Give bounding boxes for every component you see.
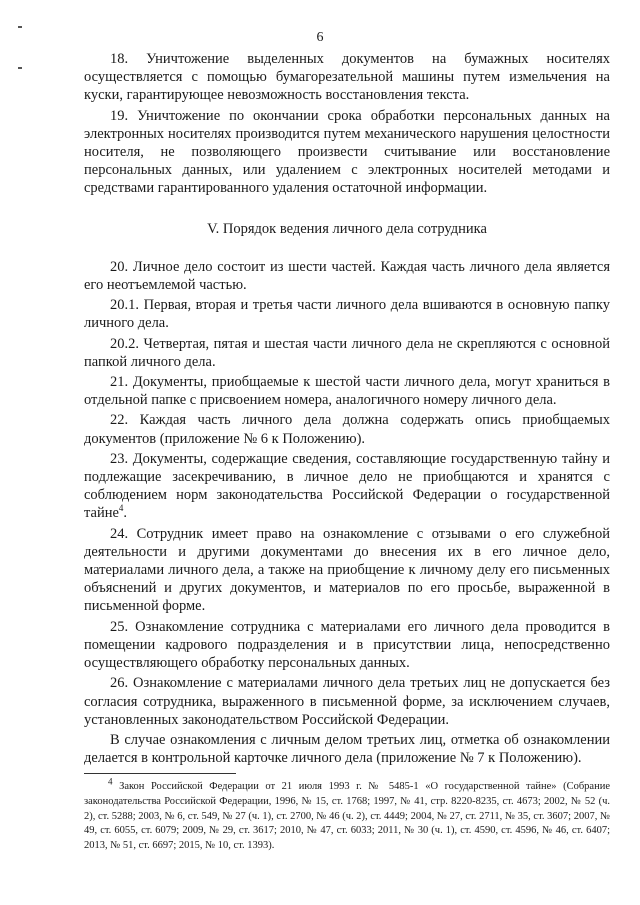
paragraph-19: 19. Уничтожение по окончании срока обработки персональных данных на электронных носителях производится путем механического нарушения целостности носителя, не позволяющего произвести считывание или восстановление персональных данных, или удалением с электронных носителей методами и средствами гарантированного удаления остаточной информации. (84, 107, 610, 197)
page-number: 6 (316, 30, 324, 45)
paragraph-18: 18. Уничтожение выделенных документов на бумажных носителях осуществляется с помощью бумагорезательной машины путем измельчения на куски, гарантирующее невозможность восстановления текста. (84, 51, 610, 104)
paragraph-22: 22. Каждая часть личного дела должна содержать опись приобщаемых документов (приложение № 6 к Положению). (84, 412, 610, 447)
paragraph-20-1: 20.1. Первая, вторая и третья части личного дела вшиваются в основную папку личного дела. (84, 297, 610, 332)
paragraph-26: 26. Ознакомление с материалами личного дела третьих лиц не допускается без согласия сотрудника, выраженного в письменной форме, за исключением случаев, установленных законодательством Российской Федерации. (84, 675, 610, 728)
scan-mark (18, 67, 22, 69)
paragraph-23-text: 23. Документы, содержащие сведения, составляющие государственную тайну и подлежащие засекречиванию, в личное дело не приобщаются и хранятся с соблюдением норм законодательства Российской Федерации о государственной тайне (84, 450, 610, 522)
section-heading: V. Порядок ведения личного дела сотрудника (207, 220, 487, 237)
paragraph-20-2: 20.2. Четвертая, пятая и шестая части личного дела не скрепляются с основной папкой личного дела. (84, 335, 610, 370)
footnote-reference[interactable]: 4 (118, 503, 124, 514)
paragraph-23 (84, 450, 610, 523)
footnote (84, 776, 610, 854)
footnote-text: Закон Российской Федерации от 21 июля 1993 г. № 5485-1 «О государственной тайне» (Собрание законодательства Российской Федерации, 1996, № 15, ст. 1768; 1997, № 41, стр. 8220-8235, ст. 4673; 2002, № 52 (ч. 2), ст. 5288; 2003, № 6, ст. 549, № 27 (ч. 1), ст. 2700, № 46 (ч. 2), ст. 4449; 2004, № 27, ст. 2711, № 35, ст. 3607; 2007, № 49, ст. 6055, ст. 6079; 2009, № 29, ст. 3617; 2010, № 47, ст. 6033; 2011, № 30 (ч. 1), ст. 4590, ст. 4596, № 46, ст. 6407; 2013, № 51, ст. 6697; 2015, № 10, ст. 1393). (84, 781, 610, 852)
footnote-marker: 4 (108, 776, 113, 787)
paragraph-26-note: В случае ознакомления с личным делом третьих лиц, отметка об ознакомлении делается в контрольной карточке личного дела (приложение № 7 к Положению). (84, 731, 610, 767)
paragraph-20: 20. Личное дело состоит из шести частей. Каждая часть личного дела является его неотъемлемой частью. (84, 258, 610, 294)
footnote-divider (84, 773, 236, 774)
paragraph-23-end: . (123, 505, 128, 522)
paragraph-24: 24. Сотрудник имеет право на ознакомление с отзывами о его служебной деятельности и другими документами до внесения их в его личное дело, материалами личного дела, а также на приобщение к личному делу его письменных объяснений и других документов, и материалов по его просьбе, выраженной в письменной форме. (84, 525, 610, 615)
scan-mark (18, 26, 22, 28)
paragraph-21: 21. Документы, приобщаемые к шестой части личного дела, могут храниться в отдельной папке с присвоением номера, аналогичного номеру личного дела. (84, 374, 610, 409)
paragraph-25: 25. Ознакомление сотрудника с материалами его личного дела проводится в помещении кадрового подразделения и в присутствии лица, непосредственно осуществляющего обработку персональных данных. (84, 618, 610, 672)
document-body (84, 50, 610, 767)
